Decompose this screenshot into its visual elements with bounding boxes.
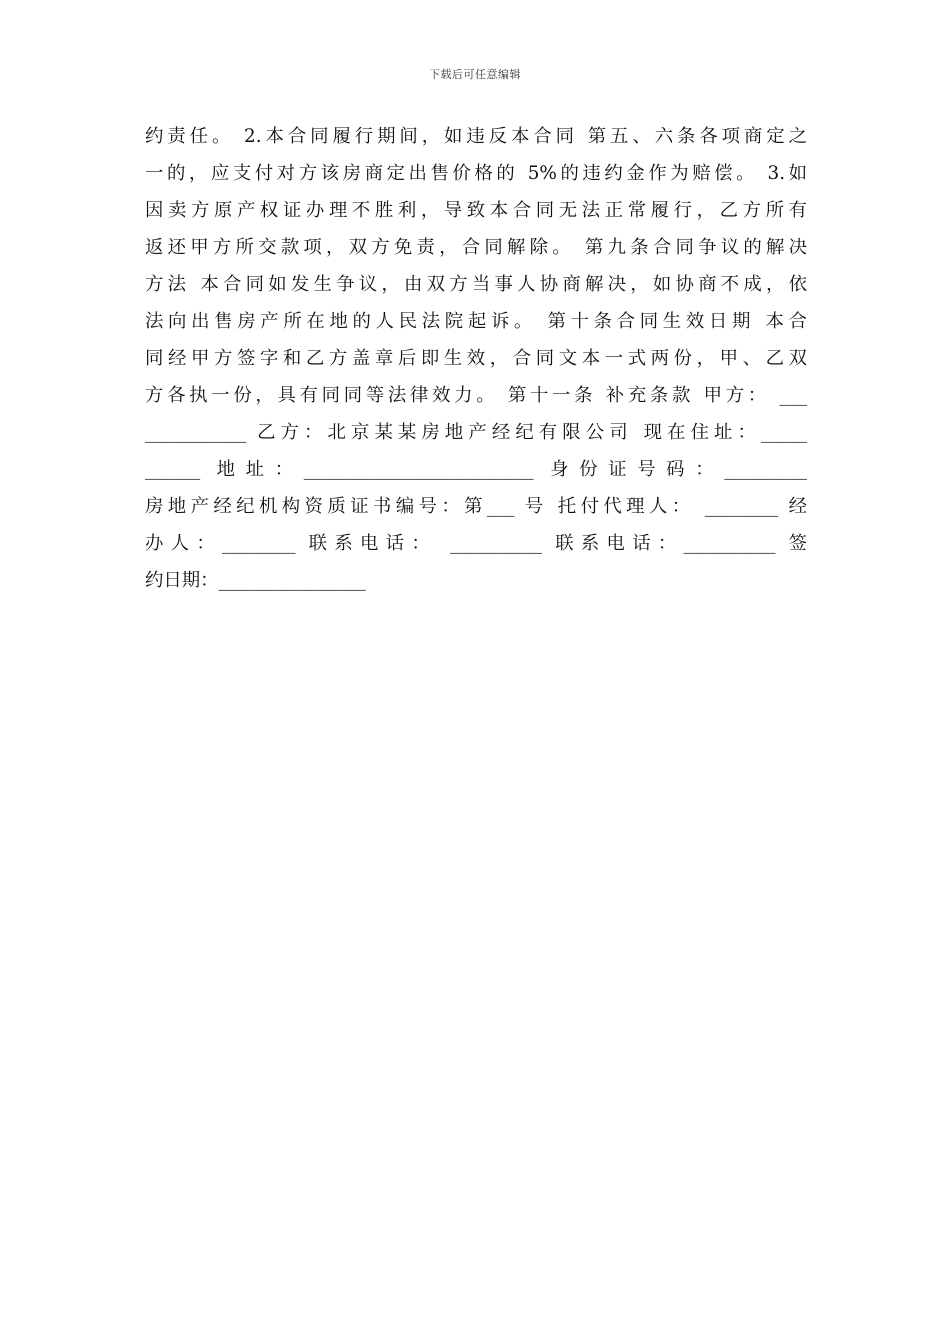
page-header: 下载后可任意编辑 xyxy=(429,68,521,81)
text-line: 返还甲方所交款项，双方免责，合同解除。 第九条合同争议的解决 xyxy=(145,237,807,258)
text-line: 法向出售房产所在地的人民法院起诉。 第十条合同生效日期 本合 xyxy=(145,311,807,332)
text-line: 约责任。 2.本合同履行期间，如违反本合同 第五、六条各项商定之 xyxy=(145,126,807,147)
text-line: ______ 地址：_________________________ 身份证号码：_________ xyxy=(145,459,807,480)
text-line: 方各执一份，具有同同等法律效力。 第十一条 补充条款 甲方： ___ xyxy=(145,385,807,406)
text-line: 方法 本合同如发生争议，由双方当事人协商解决，如协商不成，依 xyxy=(145,274,807,295)
text-line: 一的，应支付对方该房商定出售价格的 5%的违约金作为赔偿。 3.如 xyxy=(145,163,807,184)
text-line: 约日期：________________ xyxy=(145,570,366,591)
text-line: 办人：________ 联系电话： __________ 联系电话：__________ 签 xyxy=(145,533,807,554)
text-line: ___________ 乙方：北京某某房地产经纪有限公司 现在住址：_____ xyxy=(145,422,807,443)
text-line: 房地产经纪机构资质证书编号：第___ 号 托付代理人： ________ 经 xyxy=(145,496,807,517)
text-line: 因卖方原产权证办理不胜利，导致本合同无法正常履行，乙方所有 xyxy=(145,200,807,221)
text-line: 同经甲方签字和乙方盖章后即生效，合同文本一式两份，甲、乙双 xyxy=(145,348,807,369)
contract-text xyxy=(145,118,807,599)
